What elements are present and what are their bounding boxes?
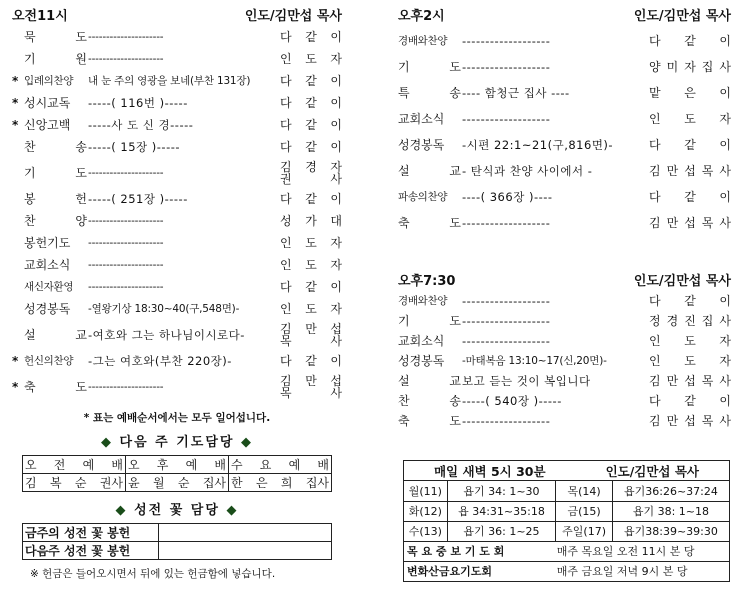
order-label: 교회소식: [398, 334, 445, 348]
order-item: [398, 391, 731, 411]
order-detail: -------------------: [462, 314, 551, 328]
order-detail: - 탄식과 찬양 사이에서 -: [462, 164, 593, 178]
order-person: 정 경 진 집 사: [649, 314, 731, 328]
order-detail: ---------------------: [88, 381, 164, 393]
dawn-passage: 욥기36:26~37:24: [612, 481, 729, 501]
order-item: [398, 311, 731, 331]
service-leader: 인도/김만섭 목사: [633, 274, 731, 289]
order-item: [398, 331, 731, 351]
order-item: [12, 48, 342, 70]
prayer-duty-title: ◆ 다음 주 기도담당 ◆: [100, 435, 254, 450]
order-item: [398, 184, 731, 210]
order-item: [12, 350, 342, 372]
order-item: [12, 320, 342, 350]
prayer-name-am: 김 복 순 권사: [23, 474, 126, 492]
order-person: 맡 은 이: [649, 86, 731, 100]
dawn-day: 금(15): [556, 501, 613, 521]
dawn-reading-row: [404, 501, 729, 521]
order-detail: 보고 듣는 것이 복입니다: [462, 374, 591, 388]
order-label: 찬 양: [24, 214, 105, 228]
order-label: 경배와찬양: [398, 35, 448, 47]
morning-service: [12, 0, 342, 450]
diamond-icon: ◆: [115, 503, 128, 518]
order-detail: -열왕기상 18:30~40(구,548면)-: [88, 303, 240, 315]
order-person: 인 도 자: [649, 334, 731, 348]
order-detail: -----( 251장 )-----: [88, 192, 188, 206]
order-person: 다 같 이: [280, 354, 342, 368]
order-label: 축 도: [398, 216, 479, 230]
prayer-meeting-name: 목 요 중 보 기 도 회: [404, 541, 556, 561]
order-detail: -----( 15장 )-----: [88, 140, 181, 154]
stand-mark: *: [12, 380, 19, 394]
order-person: 다 같 이: [280, 96, 342, 110]
order-detail: ---------------------: [88, 167, 164, 179]
order-label: 설 교: [398, 164, 479, 178]
order-label: 봉헌기도: [24, 236, 71, 250]
prayer-name-wed: 한 은 희 집사: [229, 474, 332, 492]
order-item: [398, 351, 731, 371]
order-detail: ---------------------: [88, 237, 164, 249]
dawn-passage: 욥기 38: 1~18: [612, 501, 729, 521]
order-detail: ---------------------: [88, 31, 164, 43]
order-person: 성 가 대: [280, 214, 342, 228]
order-detail: -----사 도 신 경-----: [88, 118, 194, 132]
order-detail: -------------------: [462, 414, 551, 428]
order-person: 다 같 이: [649, 190, 731, 204]
order-person: 다 같 이: [280, 140, 342, 154]
order-item: [12, 114, 342, 136]
order-person: 인 도 자: [649, 354, 731, 368]
offering-note: ※ 헌금은 들어오시면서 뒤에 있는 헌금함에 넣습니다.: [30, 568, 276, 580]
order-person: 다 같 이: [280, 118, 342, 132]
order-label: 축 도: [398, 414, 479, 428]
prayer-header-am: 오 전 예 배: [23, 456, 126, 474]
stand-mark: *: [12, 96, 19, 110]
dawn-prayer-leader: 인도/김만섭 목사: [605, 463, 700, 479]
order-item: [12, 92, 342, 114]
stand-mark: *: [12, 354, 19, 368]
order-detail: -여호와 그는 하나님이시로다-: [88, 328, 245, 342]
service-time: 오후2시: [398, 9, 445, 24]
order-item: [12, 298, 342, 320]
order-label: 교회소식: [398, 112, 445, 126]
order-label: 찬 송: [398, 394, 479, 408]
order-person: [280, 375, 342, 399]
order-person: 인 도 자: [280, 236, 342, 250]
service-time: 오후7:30: [398, 274, 456, 289]
order-item: [12, 232, 342, 254]
order-person-line: 목 사: [280, 386, 342, 400]
order-item: [398, 28, 731, 54]
order-label: 신앙고백: [24, 118, 71, 132]
afternoon-service-header: [398, 4, 731, 24]
order-item: [12, 188, 342, 210]
morning-service-header: [12, 4, 342, 24]
order-item: [398, 411, 731, 431]
diamond-icon: ◆: [241, 435, 254, 450]
order-item: [398, 132, 731, 158]
order-detail: -------------------: [462, 216, 551, 230]
order-person: 다 같 이: [649, 294, 731, 308]
order-label: 입례의찬양: [24, 75, 74, 87]
stand-mark: *: [12, 74, 19, 88]
dawn-passage: 욥 34:31~35:18: [447, 501, 556, 521]
order-item: [12, 26, 342, 48]
dawn-passage: 욥기38:39~39:30: [612, 521, 729, 541]
service-leader: 인도/김만섭 목사: [633, 9, 731, 24]
order-detail: -그는 여호와(부찬 220장)-: [88, 354, 232, 368]
prayer-meeting-row: [404, 561, 729, 581]
dawn-day: 월(11): [404, 481, 447, 501]
diamond-icon: ◆: [226, 503, 239, 518]
dawn-day: 화(12): [404, 501, 447, 521]
order-label: 봉 헌: [24, 192, 105, 206]
order-person: 다 같 이: [649, 394, 731, 408]
order-person-line: 김 만 섭: [280, 374, 342, 388]
stand-mark: *: [12, 118, 19, 132]
order-person: 다 같 이: [649, 34, 731, 48]
order-person: 인 도 자: [280, 258, 342, 272]
dawn-prayer-title: 매일 새벽 5시 30분: [433, 463, 546, 479]
afternoon-order-list: [398, 28, 731, 236]
order-item: [12, 70, 342, 92]
order-person-line: 김 경 자: [280, 160, 342, 174]
order-item: [398, 158, 731, 184]
morning-order-list: [12, 26, 342, 402]
evening-order-list: [398, 291, 731, 431]
flower-this-week: 금주의 성전 꽃 봉헌: [23, 524, 159, 542]
order-label: 기 원: [24, 52, 105, 66]
order-detail: -시편 22:1~21(구,816면)-: [462, 138, 614, 152]
order-item: [398, 210, 731, 236]
order-person: 인 도 자: [649, 112, 731, 126]
order-label: 성경봉독: [398, 354, 445, 368]
order-label: 헌신의찬양: [24, 355, 74, 367]
order-label: 성경봉독: [398, 138, 445, 152]
order-item: [12, 210, 342, 232]
flower-duty-table: [22, 523, 332, 560]
order-label: 경배와찬양: [398, 295, 448, 307]
order-item: [398, 80, 731, 106]
evening-service-header: [398, 269, 731, 289]
order-detail: -마태복음 13:10~17(신,20면)-: [462, 355, 607, 367]
service-leader: 인도/김만섭 목사: [244, 9, 342, 24]
standing-note: * 표는 예배순서에서는 모두 일어섭니다.: [83, 412, 271, 424]
dawn-passage: 욥기 36: 1~25: [447, 521, 556, 541]
order-detail: ---- 함청근 집사 ----: [462, 86, 570, 100]
dawn-reading-row: [404, 521, 729, 541]
order-person: 다 같 이: [649, 138, 731, 152]
dawn-prayer-header: [404, 461, 729, 481]
prayer-meeting-row: [404, 541, 729, 561]
order-person: 다 같 이: [280, 74, 342, 88]
order-detail: ---------------------: [88, 53, 164, 65]
dawn-reading-row: [404, 481, 729, 501]
afternoon-service: [398, 0, 731, 431]
order-person: 김 만 섭 목 사: [649, 374, 731, 388]
prayer-duty-table: [22, 455, 332, 492]
order-person: 김 만 섭 목 사: [649, 414, 731, 428]
order-label: 기 도: [24, 166, 105, 180]
flower-next-week-name: [159, 542, 332, 560]
order-item: [12, 276, 342, 298]
prayer-header-wed: 수 요 예 배: [229, 456, 332, 474]
order-person-line: 권 사: [280, 172, 342, 186]
order-detail: -------------------: [462, 294, 551, 308]
order-label: 파송의찬양: [398, 191, 448, 203]
order-label: 성경봉독: [24, 302, 71, 316]
order-person-line: 목 사: [280, 334, 342, 348]
prayer-header-pm: 오 후 예 배: [126, 456, 229, 474]
order-item: [12, 158, 342, 188]
order-label: 묵 도: [24, 30, 105, 44]
order-person-line: 김 만 섭: [280, 322, 342, 336]
dawn-reading-table: [404, 481, 729, 581]
order-person: 김 만 섭 목 사: [649, 164, 731, 178]
order-person: 김 만 섭 목 사: [649, 216, 731, 230]
order-label: 성시교독: [24, 96, 71, 110]
flower-next-week: 다음주 성전 꽃 봉헌: [23, 542, 159, 560]
dawn-prayer-box: [403, 460, 730, 582]
dawn-passage: 욥기 34: 1~30: [447, 481, 556, 501]
order-detail: -------------------: [462, 60, 551, 74]
service-time: 오전11시: [12, 9, 68, 24]
order-detail: -------------------: [462, 334, 551, 348]
order-label: 설 교: [398, 374, 479, 388]
dawn-day: 목(14): [556, 481, 613, 501]
order-item: [12, 372, 342, 402]
order-detail: -----( 540장 )-----: [462, 394, 562, 408]
order-detail: ---------------------: [88, 259, 164, 271]
order-label: 설 교: [24, 328, 105, 342]
flower-this-week-name: [159, 524, 332, 542]
order-person: 다 같 이: [280, 30, 342, 44]
order-detail: -------------------: [462, 112, 551, 126]
order-detail: -------------------: [462, 34, 551, 48]
order-detail: ---------------------: [88, 281, 164, 293]
prayer-meeting-info: 매주 금요일 저녁 9시 본 당: [556, 565, 688, 579]
dawn-day: 주일(17): [556, 521, 613, 541]
diamond-icon: ◆: [100, 435, 113, 450]
order-detail: ---------------------: [88, 215, 164, 227]
order-item: [12, 136, 342, 158]
order-item: [398, 106, 731, 132]
order-label: 기 도: [398, 60, 479, 74]
order-person: [280, 161, 342, 185]
order-person: 다 같 이: [280, 192, 342, 206]
order-person: 인 도 자: [280, 52, 342, 66]
order-label: 찬 송: [24, 140, 105, 154]
order-item: [398, 371, 731, 391]
prayer-meeting-info: 매주 목요일 오전 11시 본 당: [556, 541, 729, 561]
order-label: 특 송: [398, 86, 479, 100]
order-label: 교회소식: [24, 258, 71, 272]
order-detail: -----( 116번 )-----: [88, 96, 188, 110]
order-label: 축 도: [24, 380, 105, 394]
flower-duty-title: ◆ 성전 꽃 담당 ◆: [115, 503, 239, 518]
dawn-day: 수(13): [404, 521, 447, 541]
order-label: 기 도: [398, 314, 479, 328]
order-person: [280, 323, 342, 347]
order-detail: 내 눈 주의 영광을 보네(부찬 131장): [88, 75, 251, 87]
order-person: 다 같 이: [280, 280, 342, 294]
order-detail: ----( 366장 )----: [462, 190, 553, 204]
order-person: 양 미 자 집 사: [649, 60, 731, 74]
order-label: 새신자환영: [24, 281, 74, 293]
order-person: 인 도 자: [280, 302, 342, 316]
order-item: [398, 54, 731, 80]
order-item: [398, 291, 731, 311]
order-item: [12, 254, 342, 276]
prayer-name-pm: 윤 월 순 집사: [126, 474, 229, 492]
prayer-meeting-name: 변화산금요기도회: [407, 565, 493, 579]
